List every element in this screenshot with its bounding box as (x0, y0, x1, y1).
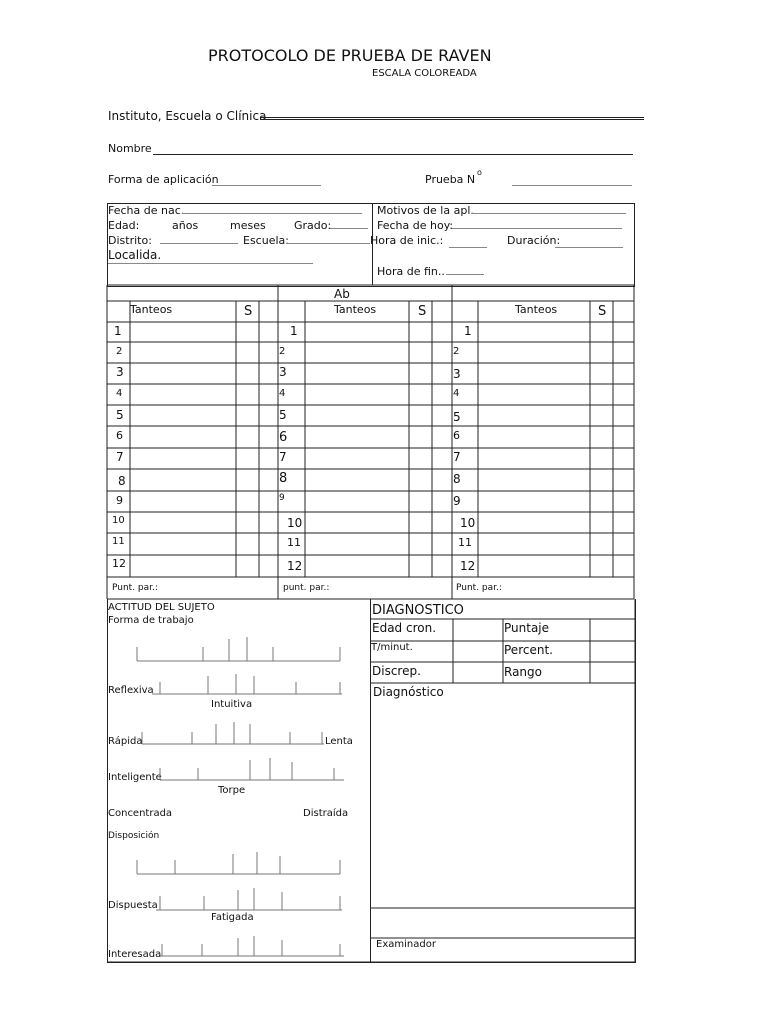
scale-6[interactable] (154, 886, 346, 914)
s-header-2: S (418, 304, 427, 319)
scale-4[interactable] (158, 756, 348, 784)
row-num-1-10: 10 (112, 515, 125, 526)
rapida-label: Rápida (108, 736, 143, 747)
concentrada-label: Concentrada (108, 808, 173, 819)
s-header-3: S (598, 304, 607, 319)
row-num-2-8: 8 (279, 471, 288, 486)
row-num-3-12: 12 (460, 559, 476, 573)
row-num-1-9: 9 (116, 494, 123, 507)
edad-label: Edad: (108, 219, 140, 232)
discrep-label: Discrep. (372, 664, 421, 678)
scale-2[interactable] (150, 672, 345, 698)
prueba-n-label: Prueba N (425, 173, 476, 186)
motivos-label: Motivos de la apl. (377, 204, 474, 217)
row-num-2-10: 10 (287, 516, 303, 530)
punt-par-2: punt. par.: (283, 583, 330, 593)
row-num-1-6: 6 (116, 429, 123, 442)
row-num-2-7: 7 (279, 450, 287, 464)
punt-par-1: Punt. par.: (112, 583, 158, 593)
actitud-title: ACTITUD DEL SUJETO (108, 602, 215, 613)
escuela-label: Escuela: (243, 234, 289, 247)
row-num-2-3: 3 (279, 365, 287, 379)
fecha-nac-label: Fecha de nac. (108, 204, 185, 217)
localidad-label: Localida. (108, 248, 162, 262)
row-num-2-4: 4 (279, 388, 286, 399)
row-num-3-4: 4 (453, 388, 460, 399)
row-num-3-1: 1 (464, 324, 472, 338)
row-num-2-9: 9 (279, 493, 285, 503)
scale-1[interactable] (135, 635, 345, 665)
instituto-label: Instituto, Escuela o Clínica (108, 109, 267, 123)
row-num-1-5: 5 (116, 408, 124, 422)
row-num-3-5: 5 (453, 410, 461, 424)
row-num-1-4: 4 (116, 388, 123, 399)
distrito-label: Distrito: (108, 234, 152, 247)
intuitiva-label: Intuitiva (211, 699, 253, 710)
meses-label: meses (230, 219, 266, 232)
disposicion-label: Disposición (108, 831, 160, 841)
percent-label: Percent. (504, 643, 553, 657)
row-num-1-1: 1 (114, 324, 122, 338)
forma-trabajo-label: Forma de trabajo (108, 615, 194, 626)
scale-5[interactable] (135, 850, 345, 878)
tminut-label: T/minut. (371, 642, 413, 653)
prueba-n-superscript: o (477, 168, 482, 177)
diagnostico-title: DIAGNOSTICO (372, 603, 464, 618)
diagnostico-label: Diagnóstico (373, 685, 444, 699)
row-num-2-12: 12 (287, 559, 303, 573)
page-subtitle: ESCALA COLOREADA (372, 68, 477, 79)
row-num-3-10: 10 (460, 516, 476, 530)
anos-label: años (172, 219, 199, 232)
reflexiva-label: Reflexiva (108, 685, 154, 696)
torpe-label: Torpe (218, 785, 246, 796)
row-num-3-6: 6 (453, 429, 460, 442)
row-num-3-3: 3 (453, 367, 461, 381)
examinador-label: Examinador (376, 939, 436, 950)
row-num-1-3: 3 (116, 365, 124, 379)
fatigada-label: Fatigada (211, 912, 254, 923)
fecha-hoy-label: Fecha de hoy: (377, 219, 454, 232)
inteligente-label: Inteligente (108, 772, 162, 783)
row-num-1-11: 11 (112, 536, 125, 547)
lower-divider (370, 599, 371, 963)
row-num-2-5: 5 (279, 408, 287, 422)
row-num-3-8: 8 (453, 472, 461, 486)
punt-par-3: Punt. par.: (456, 583, 502, 593)
tanteos-header-3: Tanteos (515, 303, 558, 316)
dispuesta-label: Dispuesta (108, 900, 158, 911)
distraida-label: Distraída (303, 808, 349, 819)
hora-inic-label: Hora de inic.: (370, 234, 444, 247)
interesada-label: Interesada (108, 949, 162, 960)
page-title: PROTOCOLO DE PRUEBA DE RAVEN (208, 46, 492, 65)
rango-label: Rango (504, 665, 542, 679)
ab-header: Ab (334, 287, 350, 301)
row-num-2-1: 1 (290, 324, 298, 338)
scale-3[interactable] (140, 720, 326, 748)
hora-fin-label: Hora de fin.. (377, 265, 445, 278)
row-num-1-2: 2 (116, 346, 123, 357)
row-num-3-11: 11 (458, 536, 472, 549)
row-num-3-2: 2 (453, 346, 460, 357)
grado-label: Grado: (294, 219, 332, 232)
row-num-1-8: 8 (118, 474, 126, 488)
tanteos-header-2: Tanteos (334, 303, 377, 316)
row-num-2-2: 2 (279, 346, 286, 357)
s-header-1: S (244, 304, 253, 319)
forma-aplicacion-label: Forma de aplicación (108, 173, 219, 186)
row-num-1-7: 7 (116, 450, 124, 464)
row-num-3-9: 9 (453, 494, 461, 508)
nombre-label: Nombre (108, 142, 152, 155)
row-num-1-12: 12 (112, 557, 126, 570)
row-num-2-11: 11 (287, 536, 301, 549)
scale-7[interactable] (158, 934, 348, 960)
edad-cron-label: Edad cron. (372, 621, 437, 635)
row-num-3-7: 7 (453, 450, 461, 464)
duracion-label: Duración: (507, 234, 561, 247)
row-num-2-6: 6 (279, 430, 288, 445)
puntaje-label: Puntaje (504, 621, 550, 635)
tanteos-header-1: Tanteos (130, 303, 173, 316)
lenta-label: Lenta (325, 736, 353, 747)
